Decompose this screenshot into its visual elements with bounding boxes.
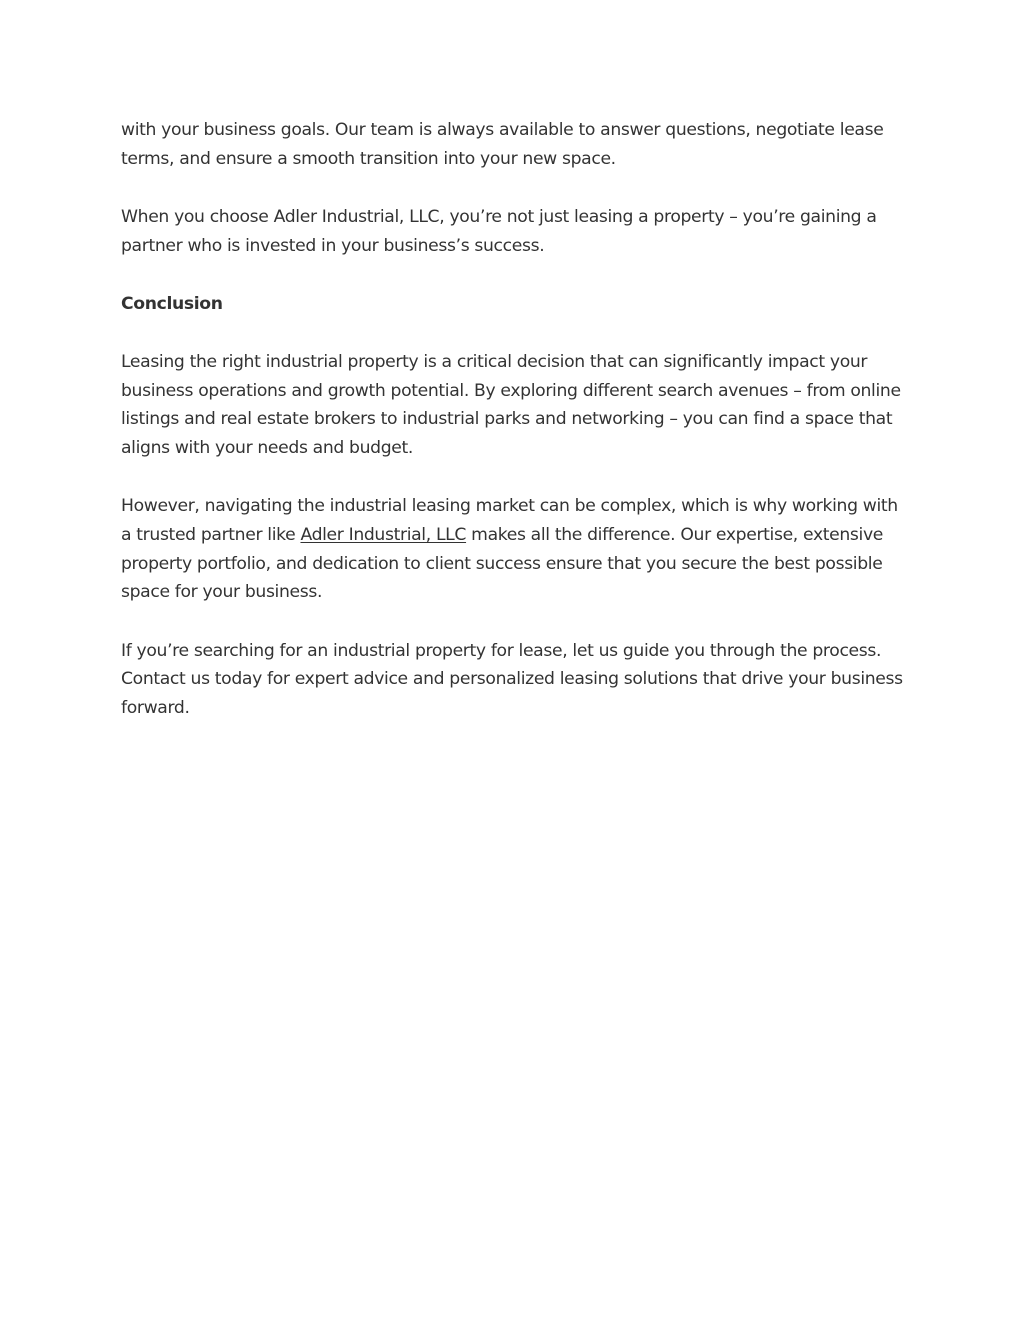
paragraph-leasing: Leasing the right industrial property is a critical decision that can significantly impact your business operations and growth potential. By exploring different search avenues – from online listings and real estate brokers to industrial parks and networking – you can find a space that aligns with your needs and budget. xyxy=(121,352,901,459)
document-body xyxy=(121,116,911,752)
paragraph-however xyxy=(121,492,911,607)
adler-industrial-link[interactable]: Adler Industrial, LLC xyxy=(300,525,467,546)
paragraph-however-text-before: However, navigating the industrial leasing market can be complex, which is why working with a trusted partner like xyxy=(121,496,898,546)
paragraph-intro: with your business goals. Our team is always available to answer questions, negotiate lease terms, and ensure a smooth transition into your new space. xyxy=(121,120,884,169)
heading-conclusion: Conclusion xyxy=(121,293,223,314)
paragraph-contact: If you’re searching for an industrial property for lease, let us guide you through the process. Contact us today for expert advice and personalized leasing solutions that drive your business forward. xyxy=(121,640,903,719)
paragraph-choose-adler: When you choose Adler Industrial, LLC, you’re not just leasing a property – you’re gaining a partner who is invested in your business’s success. xyxy=(121,206,877,256)
paragraph-however-text-after: makes all the difference. Our expertise, extensive property portfolio, and dedication to client success ensure that you secure the best possible space for your business. xyxy=(121,525,884,603)
